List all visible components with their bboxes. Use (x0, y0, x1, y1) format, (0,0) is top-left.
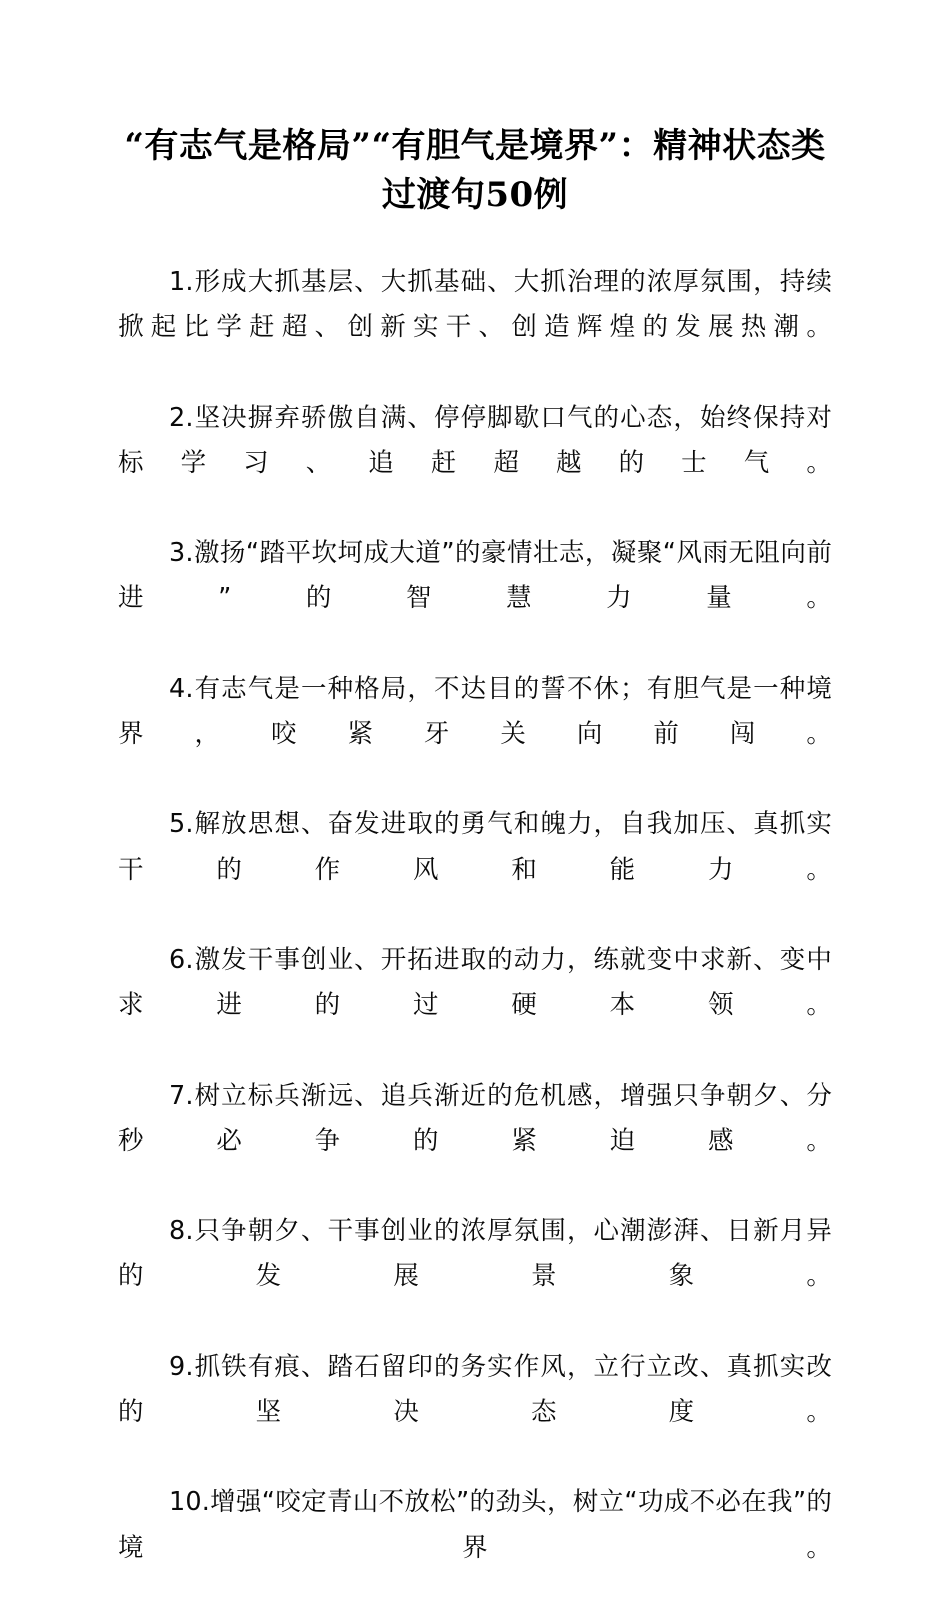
list-item: 8.只争朝夕、干事创业的浓厚氛围，心潮澎湃、日新月异的发展景象。 (118, 1216, 832, 1292)
list-item: 7.树立标兵渐远、追兵渐近的危机感，增强只争朝夕、分秒必争的紧迫感。 (118, 1080, 832, 1156)
list-item: 9.抓铁有痕、踏石留印的务实作风，立行立改、真抓实改的坚决态度。 (118, 1351, 832, 1428)
list-item: 2.坚决摒弃骄傲自满、停停脚歇口气的心态，始终保持对标学习、追赶超越的士气。 (118, 402, 832, 478)
list-item: 4.有志气是一种格局，不达目的誓不休；有胆气是一种境界，咬紧牙关向前闯。 (118, 673, 832, 750)
list-item: 6.激发干事创业、开拓进取的动力，练就变中求新、变中求进的过硬本领。 (118, 945, 832, 1021)
document-content (118, 0, 832, 1616)
page-title: “有志气是格局”“有胆气是境界”：精神状态类过渡句50例 (124, 126, 826, 215)
document-body (118, 260, 832, 1616)
list-item: 5.解放思想、奋发进取的勇气和魄力，自我加压、真抓实干的作风和能力。 (118, 809, 832, 885)
list-item: 10.增强“咬定青山不放松”的劲头，树立“功成不必在我”的境界。 (118, 1487, 832, 1563)
list-item: 3.激扬“踏平坎坷成大道”的豪情壮志，凝聚“风雨无阻向前进”的智慧力量。 (118, 538, 832, 614)
list-item: 1.形成大抓基层、大抓基础、大抓治理的浓厚氛围，持续掀起比学赶超、创新实干、创造辉煌的发展热潮。 (118, 267, 832, 343)
